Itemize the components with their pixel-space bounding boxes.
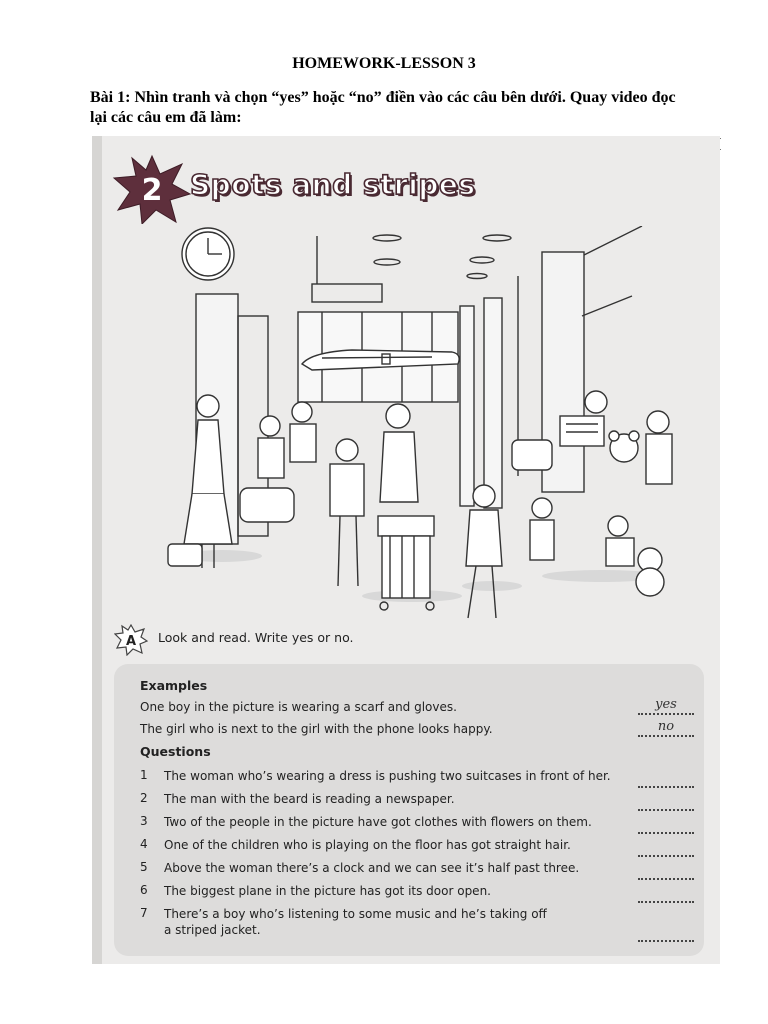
example-item: One boy in the picture is wearing a scarf and gloves.: [140, 700, 457, 714]
answer-blank[interactable]: [638, 793, 694, 811]
task-a-badge: [114, 624, 148, 656]
question-number: 2: [140, 791, 148, 805]
question-number: 3: [140, 814, 148, 828]
examples-heading: Examples: [140, 678, 208, 693]
unit-title: Spots and stripes: [190, 168, 476, 201]
book-spine-shadow: [92, 136, 102, 964]
exercise-instruction: Bài 1: Nhìn tranh và chọn “yes” hoặc “no” điền vào các câu bên dưới. Quay video đọc lại các câu em đã làm:: [90, 89, 676, 126]
question-text: The biggest plane in the picture has got its door open.: [164, 884, 491, 898]
question-text: The man with the beard is reading a newspaper.: [164, 792, 455, 806]
example-item: The girl who is next to the girl with the phone looks happy.: [140, 722, 493, 736]
unit-number: 2: [141, 173, 163, 208]
answer-blank[interactable]: [638, 770, 694, 788]
question-text: The woman who’s wearing a dress is pushing two suitcases in front of her.: [164, 769, 611, 783]
question-number: 5: [140, 860, 148, 874]
boy-in-jacket-figure: [330, 439, 364, 586]
question-text: One of the children who is playing on the floor has got straight hair.: [164, 838, 571, 852]
worksheet-scan: [92, 136, 720, 964]
task-label: A: [125, 634, 137, 649]
page-title: HOMEWORK-LESSON 3: [292, 55, 476, 72]
task-instruction: Look and read. Write yes or no.: [158, 630, 354, 645]
answer-blank[interactable]: [638, 885, 694, 903]
unit-star-badge: [112, 154, 192, 224]
answer-blank[interactable]: [638, 862, 694, 880]
woman-with-trolley-figure: [378, 404, 434, 610]
question-text: There’s a boy who’s listening to some music and he’s taking off a striped jacket.: [164, 907, 547, 937]
question-number: 7: [140, 906, 148, 920]
answer-blank[interactable]: [638, 839, 694, 857]
airport-scene-illustration: [162, 226, 682, 626]
questions-box: [114, 664, 704, 956]
answer-blank[interactable]: [638, 924, 694, 942]
answer-blank[interactable]: [638, 816, 694, 834]
question-number: 4: [140, 837, 148, 851]
question-text: Above the woman there’s a clock and we can see it’s half past three.: [164, 861, 580, 875]
example-answer: no: [638, 719, 694, 737]
question-number: 6: [140, 883, 148, 897]
question-number: 1: [140, 768, 148, 782]
questions-heading: Questions: [140, 744, 211, 759]
wall-clock-icon: [182, 228, 234, 280]
seated-girls-figures: [240, 402, 316, 522]
example-answer: yes: [638, 697, 694, 715]
question-text: Two of the people in the picture have got clothes with flowers on them.: [164, 815, 592, 829]
